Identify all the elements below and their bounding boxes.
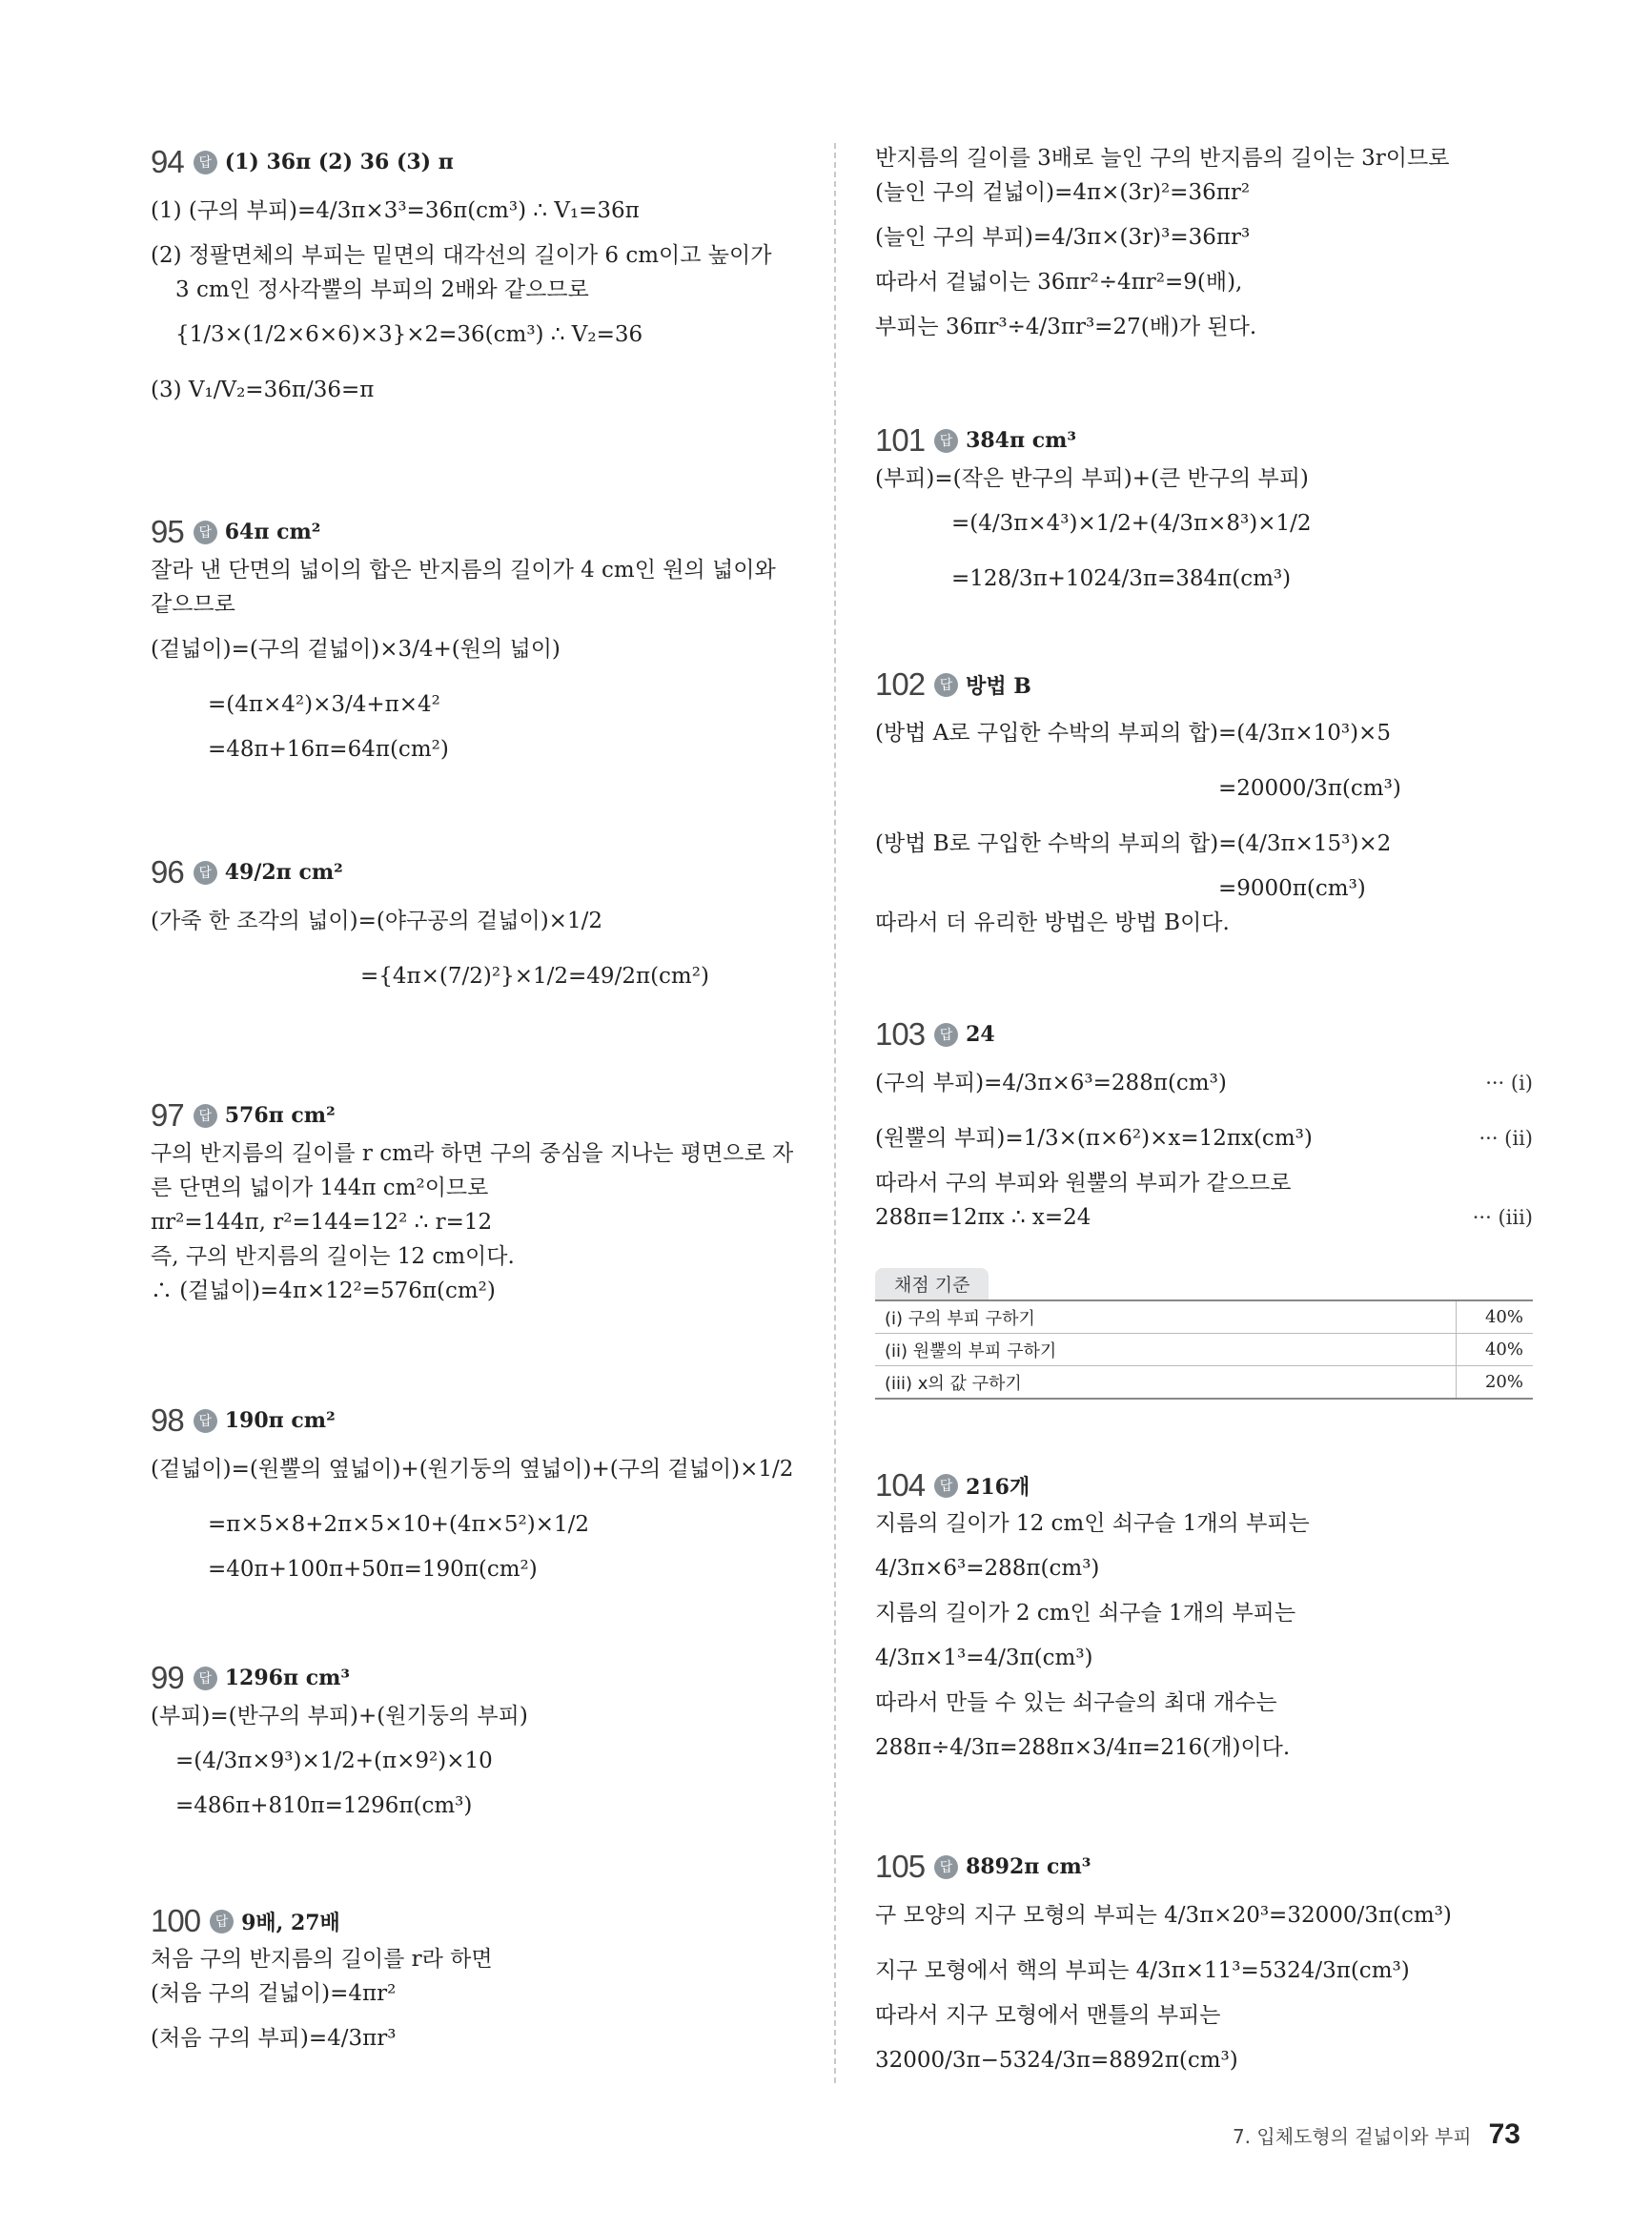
solution-line: 따라서 지구 모형에서 맨틀의 부피는: [875, 2003, 1221, 2028]
solution-line: (늘인 구의 부피)=4/3π×(3r)³=36πr³: [875, 225, 1251, 250]
solution-line: =(4/3π×4³)×1/2+(4/3π×8³)×1/2: [951, 511, 1312, 536]
solution-line: =40π+100π+50π=190π(cm²): [208, 1557, 538, 1582]
solution-line: (가죽 한 조각의 넓이)=(야구공의 겉넓이)×1/2: [151, 909, 602, 933]
answer-badge-icon: 답: [194, 861, 217, 885]
solution-line: 4/3π×1³=4/3π(cm³): [875, 1646, 1093, 1670]
problem-number: 104: [875, 1467, 926, 1503]
answer-text: 190π cm²: [224, 1408, 336, 1433]
page-number: 73: [1488, 2118, 1520, 2150]
problem-97: [151, 1095, 808, 1308]
solution-line: [875, 1200, 1533, 1235]
problem-header: [875, 1846, 1533, 1888]
problem-95: [151, 511, 808, 767]
problem-number: 103: [875, 1016, 926, 1052]
solution-line: (겉넓이)=(원뿔의 옆넓이)+(원기둥의 옆넓이)+(구의 겉넓이)×1/2: [151, 1457, 794, 1482]
solution-line: 따라서 겉넓이는 36πr²÷4πr²=9(배),: [875, 270, 1243, 295]
answer-text: 216개: [966, 1474, 1030, 1500]
solution-line: 구 모양의 지구 모형의 부피는 4/3π×20³=32000/3π(cm³): [875, 1903, 1452, 1928]
grading-table: [875, 1299, 1533, 1400]
solution-line: 부피는 36πr³÷4/3πr³=27(배)가 된다.: [875, 315, 1257, 339]
solution-line: 지름의 길이가 2 cm인 쇠구슬 1개의 부피는: [875, 1601, 1296, 1626]
problem-103: [875, 1013, 1533, 1235]
answer-badge-icon: 답: [194, 1104, 217, 1128]
answer-text: 9배, 27배: [241, 1910, 340, 1935]
problem-number: 97: [151, 1097, 184, 1133]
solution-line: (겉넓이)=(구의 겉넓이)×3/4+(원의 넓이): [151, 637, 561, 662]
answer-text: 384π cm³: [966, 428, 1077, 453]
solution-line: (처음 구의 겉넓이)=4πr²: [151, 1981, 397, 2006]
solution-line: (1) (구의 부피)=4/3π×3³=36π(cm³) ∴ V₁=36π: [151, 198, 640, 223]
answer-badge-icon: 답: [934, 673, 958, 697]
problem-header: [151, 141, 808, 183]
solution-line: 처음 구의 반지름의 길이를 r라 하면: [151, 1947, 493, 1972]
table-row: [875, 1334, 1533, 1366]
grading-item: (iii) x의 값 구하기: [875, 1366, 1457, 1400]
solution-line: (3) V₁/V₂=36π/36=π: [151, 378, 375, 402]
problem-96: [151, 851, 808, 1004]
page-footer: [1233, 2118, 1520, 2151]
solution-line: (방법 B로 구입한 수박의 부피의 합)=(4/3π×15³)×2: [875, 831, 1392, 856]
problem-header: [151, 511, 808, 553]
problem-header: [151, 1657, 808, 1699]
answer-badge-icon: 답: [934, 1855, 958, 1879]
answer-badge-icon: 답: [194, 1667, 217, 1690]
solution-line: 지름의 길이가 12 cm인 쇠구슬 1개의 부피는: [875, 1511, 1310, 1536]
solution-line: [875, 1055, 1533, 1111]
solution-line: 32000/3π−5324/3π=8892π(cm³): [875, 2048, 1238, 2073]
solution-line: (2) 정팔면체의 부피는 밑면의 대각선의 길이가 6 cm이고 높이가: [151, 243, 772, 268]
problem-header: [875, 1464, 1533, 1506]
table-row: [875, 1366, 1533, 1400]
solution-line: ∴ (겉넓이)=4π×12²=576π(cm²): [151, 1279, 496, 1303]
solution-line: 4/3π×6³=288π(cm³): [875, 1556, 1100, 1581]
solution-line: 즉, 구의 반지름의 길이는 12 cm이다.: [151, 1244, 515, 1269]
solution-line: 288π÷4/3π=288π×3/4π=216(개)이다.: [875, 1735, 1291, 1760]
problem-101: [875, 419, 1533, 606]
solution-line: =48π+16π=64π(cm²): [208, 737, 449, 762]
problem-number: 102: [875, 666, 926, 702]
solution-text: (구의 부피)=4/3π×6³=288π(cm³): [875, 1071, 1227, 1095]
problem-number: 94: [151, 144, 184, 179]
solution-line: =(4π×4²)×3/4+π×4²: [208, 692, 440, 717]
problem-header: [151, 1095, 808, 1136]
solution-line: 따라서 만들 수 있는 쇠구슬의 최대 개수는: [875, 1690, 1277, 1715]
solution-text: 288π=12πx ∴ x=24: [875, 1205, 1091, 1230]
solution-line: πr²=144π, r²=144=12² ∴ r=12: [151, 1210, 493, 1235]
problem-header: [875, 419, 1533, 461]
solution-line: [875, 1111, 1533, 1166]
solution-line: ={4π×(7/2)²}×1/2=49/2π(cm²): [360, 964, 709, 989]
solution-line: =(4/3π×9³)×1/2+(π×9²)×10: [175, 1749, 493, 1773]
answer-text: (1) 36π (2) 36 (3) π: [224, 150, 454, 174]
chapter-title: 7. 입체도형의 겉넓이와 부피: [1232, 2125, 1472, 2148]
solution-line: 같으므로: [151, 592, 235, 617]
problem-number: 101: [875, 422, 926, 458]
answer-badge-icon: 답: [934, 1474, 958, 1498]
answer-text: 64π cm²: [224, 520, 321, 544]
problem-header: [151, 1900, 808, 1942]
solution-line: (늘인 구의 겉넓이)=4π×(3r)²=36πr²: [875, 180, 1251, 205]
solution-line: {1/3×(1/2×6×6)×3}×2=36(cm³) ∴ V₂=36: [175, 322, 643, 347]
answer-badge-icon: 답: [194, 151, 217, 174]
step-marker: ··· (i): [1485, 1072, 1533, 1095]
answer-text: 방법 B: [966, 673, 1031, 699]
problem-number: 96: [151, 854, 184, 890]
solution-line: =π×5×8+2π×5×10+(4π×5²)×1/2: [208, 1512, 590, 1537]
step-marker: ··· (ii): [1479, 1127, 1533, 1150]
problem-100-continued: [875, 141, 1533, 355]
problem-header: [151, 851, 808, 893]
grading-tab-label: 채점 기준: [875, 1268, 989, 1299]
grading-item: (ii) 원뿔의 부피 구하기: [875, 1334, 1457, 1366]
table-row: [875, 1300, 1533, 1334]
answer-badge-icon: 답: [194, 1409, 217, 1433]
answer-text: 8892π cm³: [966, 1854, 1091, 1879]
problem-98: [151, 1400, 808, 1586]
step-marker: ··· (iii): [1472, 1206, 1533, 1229]
solution-line: 잘라 낸 단면의 넓이의 합은 반지름의 길이가 4 cm인 원의 넓이와: [151, 558, 776, 583]
solution-line: (부피)=(작은 반구의 부피)+(큰 반구의 부피): [875, 466, 1309, 491]
grading-percent: 40%: [1457, 1300, 1534, 1334]
solution-line: 따라서 더 유리한 방법은 방법 B이다.: [875, 910, 1230, 935]
solution-line: 따라서 구의 부피와 원뿔의 부피가 같으므로: [875, 1171, 1292, 1196]
solution-line: 3 cm인 정사각뿔의 부피의 2배와 같으므로: [175, 277, 589, 302]
solution-text: (원뿔의 부피)=1/3×(π×6²)×x=12πx(cm³): [875, 1126, 1313, 1151]
problem-number: 95: [151, 514, 184, 549]
answer-text: 49/2π cm²: [224, 860, 343, 885]
problem-100: [151, 1900, 808, 2066]
problem-header: [151, 1400, 808, 1442]
grading-criteria: [875, 1268, 1533, 1400]
problem-94: [151, 141, 808, 418]
problem-number: 100: [151, 1903, 201, 1938]
solution-line: 지구 모형에서 핵의 부피는 4/3π×11³=5324/3π(cm³): [875, 1958, 1410, 1983]
answer-text: 576π cm²: [224, 1103, 336, 1128]
solution-line: =9000π(cm³): [1218, 876, 1366, 901]
problem-104: [875, 1464, 1533, 1775]
problem-number: 98: [151, 1402, 184, 1438]
grading-item: (i) 구의 부피 구하기: [875, 1300, 1457, 1334]
solution-line: (부피)=(반구의 부피)+(원기둥의 부피): [151, 1704, 528, 1729]
solution-line: (방법 A로 구입한 수박의 부피의 합)=(4/3π×10³)×5: [875, 721, 1391, 746]
grading-percent: 40%: [1457, 1334, 1534, 1366]
problem-header: [875, 664, 1533, 706]
solution-line: =20000/3π(cm³): [1218, 776, 1401, 801]
answer-badge-icon: 답: [934, 429, 958, 453]
solution-line: =486π+810π=1296π(cm³): [175, 1793, 473, 1818]
answer-badge-icon: 답: [194, 521, 217, 544]
solution-line: =128/3π+1024/3π=384π(cm³): [951, 566, 1292, 591]
column-divider: [834, 143, 836, 2083]
solution-line: 른 단면의 넓이가 144π cm²이므로: [151, 1176, 489, 1200]
solution-line: (처음 구의 부피)=4/3πr³: [151, 2026, 397, 2051]
answer-badge-icon: 답: [210, 1910, 234, 1933]
problem-header: [875, 1013, 1533, 1055]
problem-99: [151, 1657, 808, 1823]
solution-line: 구의 반지름의 길이를 r cm라 하면 구의 중심을 지나는 평면으로 자: [151, 1141, 794, 1166]
problem-number: 99: [151, 1660, 184, 1695]
answer-badge-icon: 답: [934, 1023, 958, 1047]
answer-text: 24: [966, 1022, 995, 1047]
solution-line: 반지름의 길이를 3배로 늘인 구의 반지름의 길이는 3r이므로: [875, 146, 1450, 171]
answer-text: 1296π cm³: [224, 1666, 351, 1690]
problem-105: [875, 1846, 1533, 2088]
problem-102: [875, 664, 1533, 940]
problem-number: 105: [875, 1849, 926, 1884]
grading-percent: 20%: [1457, 1366, 1534, 1400]
